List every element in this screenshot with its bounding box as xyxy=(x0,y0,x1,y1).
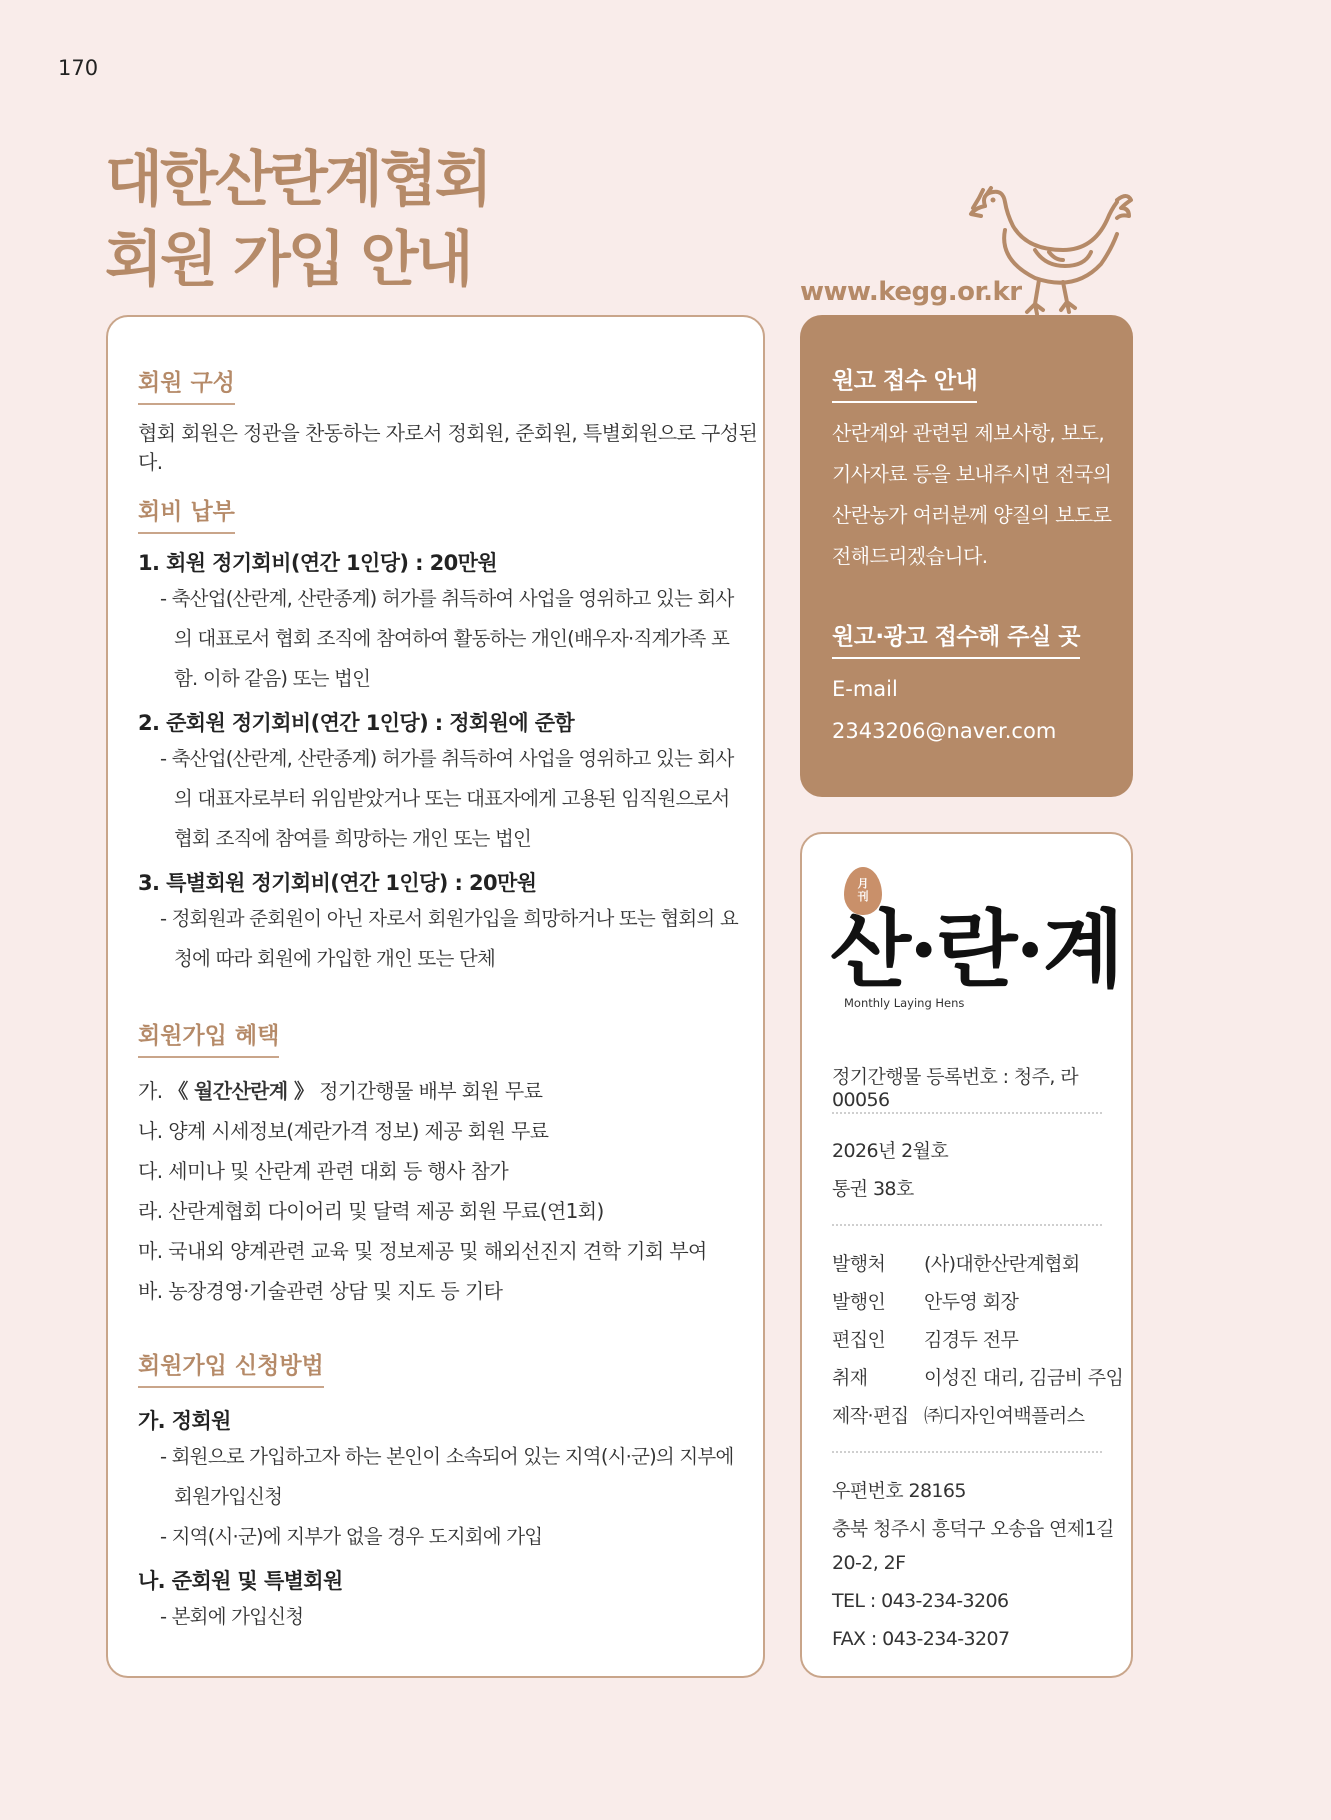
staff-role: 발행처 xyxy=(832,1253,886,1275)
staff-name: ㈜디자인여백플러스 xyxy=(924,1405,1085,1427)
apply-associate-title: 나. 준회원 및 특별회원 xyxy=(138,1569,343,1593)
benefit-item: 마. 국내외 양계관련 교육 및 정보제공 및 해외선진지 견학 기회 부여 xyxy=(138,1239,707,1263)
magazine-name: 《 월간산란계 》 xyxy=(168,1079,314,1103)
email-label: E-mail xyxy=(832,677,898,701)
benefit-item: 나. 양계 시세정보(계란가격 정보) 제공 회원 무료 xyxy=(138,1119,549,1143)
staff-role: 제작·편집 xyxy=(832,1405,909,1427)
fee-item-1-desc: - 축산업(산란계, 산란종계) 허가를 취득하여 사업을 영위하고 있는 회사의 대표로서 협회 조직에 참여하여 활동하는 개인(배우자·직계가족 포함. 이하 같음) 또는 법인 xyxy=(160,587,734,690)
issue-date: 2026년 2월호 xyxy=(832,1140,949,1162)
magazine-logo-subtitle: Monthly Laying Hens xyxy=(844,996,965,1010)
staff-row xyxy=(832,1287,1018,1314)
issue-volume: 통권 38호 xyxy=(832,1178,914,1200)
staff-name: 안두영 회장 xyxy=(924,1291,1019,1313)
staff-row xyxy=(832,1401,1084,1428)
heading-apply: 회원가입 신청방법 xyxy=(138,1347,324,1388)
divider xyxy=(832,1224,1102,1226)
magazine-info-panel xyxy=(800,832,1133,1678)
staff-name: (사)대한산란계협회 xyxy=(924,1253,1080,1275)
apply-regular-desc-1: - 회원으로 가입하고자 하는 본인이 소속되어 있는 지역(시·군)의 지부에 회원가입신청 xyxy=(160,1445,734,1508)
email-address[interactable]: 2343206@naver.com xyxy=(832,719,1057,743)
benefit-item: 라. 산란계협회 다이어리 및 달력 제공 회원 무료(연1회) xyxy=(138,1199,604,1223)
staff-row xyxy=(832,1325,1018,1352)
magazine-logo: 산·란·계 xyxy=(830,900,1122,999)
submission-notice-panel xyxy=(800,315,1133,797)
page-title xyxy=(105,140,490,300)
fax: FAX : 043-234-3207 xyxy=(832,1628,1010,1650)
page-title-line2: 회원 가입 안내 xyxy=(105,225,471,295)
staff-row xyxy=(832,1363,1123,1390)
address-line-2: 20-2, 2F xyxy=(832,1552,906,1574)
heading-fees: 회비 납부 xyxy=(138,493,235,534)
divider xyxy=(832,1451,1102,1453)
registration-number: 정기간행물 등록번호 : 청주, 라00056 xyxy=(832,1066,1079,1111)
benefit-item xyxy=(138,1075,542,1104)
staff-role: 편집인 xyxy=(832,1329,886,1351)
benefit-item-rest: 정기간행물 배부 회원 무료 xyxy=(313,1079,543,1103)
fee-item-2-desc: - 축산업(산란계, 산란종계) 허가를 취득하여 사업을 영위하고 있는 회사의 대표자로부터 위임받았거나 또는 대표자에게 고용된 임직원으로서 협회 조직에 참여를 희망하는 개인 또는 법인 xyxy=(160,747,734,850)
website-url[interactable]: www.kegg.or.kr xyxy=(800,277,1022,307)
staff-row xyxy=(832,1249,1080,1276)
telephone: TEL : 043-234-3206 xyxy=(832,1590,1009,1612)
address-line-1: 충북 청주시 흥덕구 오송읍 연제1길 xyxy=(832,1518,1114,1540)
benefit-item: 다. 세미나 및 산란계 관련 대회 등 행사 참가 xyxy=(138,1159,509,1183)
membership-panel xyxy=(106,315,765,1678)
monthly-badge: 月 刊 xyxy=(844,867,882,915)
staff-name: 이성진 대리, 김금비 주임 xyxy=(924,1367,1124,1389)
benefit-item: 바. 농장경영·기술관련 상담 및 지도 등 기타 xyxy=(138,1279,503,1303)
postal-code: 우편번호 28165 xyxy=(832,1480,966,1502)
heading-benefits: 회원가입 혜택 xyxy=(138,1017,279,1058)
apply-associate-desc: - 본회에 가입신청 xyxy=(160,1605,304,1628)
apply-regular-title: 가. 정회원 xyxy=(138,1409,231,1433)
divider xyxy=(832,1112,1102,1114)
heading-composition: 회원 구성 xyxy=(138,364,235,405)
contact-heading: 원고·광고 접수해 주실 곳 xyxy=(832,618,1080,659)
composition-text: 협회 회원은 정관을 찬동하는 자로서 정회원, 준회원, 특별회원으로 구성된다. xyxy=(138,421,758,474)
apply-regular-desc-2: - 지역(시·군)에 지부가 없을 경우 도지회에 가입 xyxy=(160,1525,543,1548)
notice-heading: 원고 접수 안내 xyxy=(832,362,977,403)
fee-item-3-desc: - 정회원과 준회원이 아닌 자로서 회원가입을 희망하거나 또는 협회의 요청에 따라 회원에 가입한 개인 또는 단체 xyxy=(160,907,738,970)
page-number: 170 xyxy=(58,56,99,80)
fee-item-1-title: 1. 회원 정기회비(연간 1인당) : 20만원 xyxy=(138,551,498,575)
staff-role: 발행인 xyxy=(832,1291,886,1313)
staff-role: 취재 xyxy=(832,1367,868,1389)
staff-name: 김경두 전무 xyxy=(924,1329,1019,1351)
fee-item-3-title: 3. 특별회원 정기회비(연간 1인당) : 20만원 xyxy=(138,871,537,895)
page-title-line1: 대한산란계협회 xyxy=(105,145,490,215)
benefit-item-prefix: 가. xyxy=(138,1079,169,1103)
fee-item-2-title: 2. 준회원 정기회비(연간 1인당) : 정회원에 준함 xyxy=(138,711,575,735)
notice-text: 산란계와 관련된 제보사항, 보도, 기사자료 등을 보내주시면 전국의 산란농가 여러분께 양질의 보도로 전해드리겠습니다. xyxy=(832,421,1112,568)
